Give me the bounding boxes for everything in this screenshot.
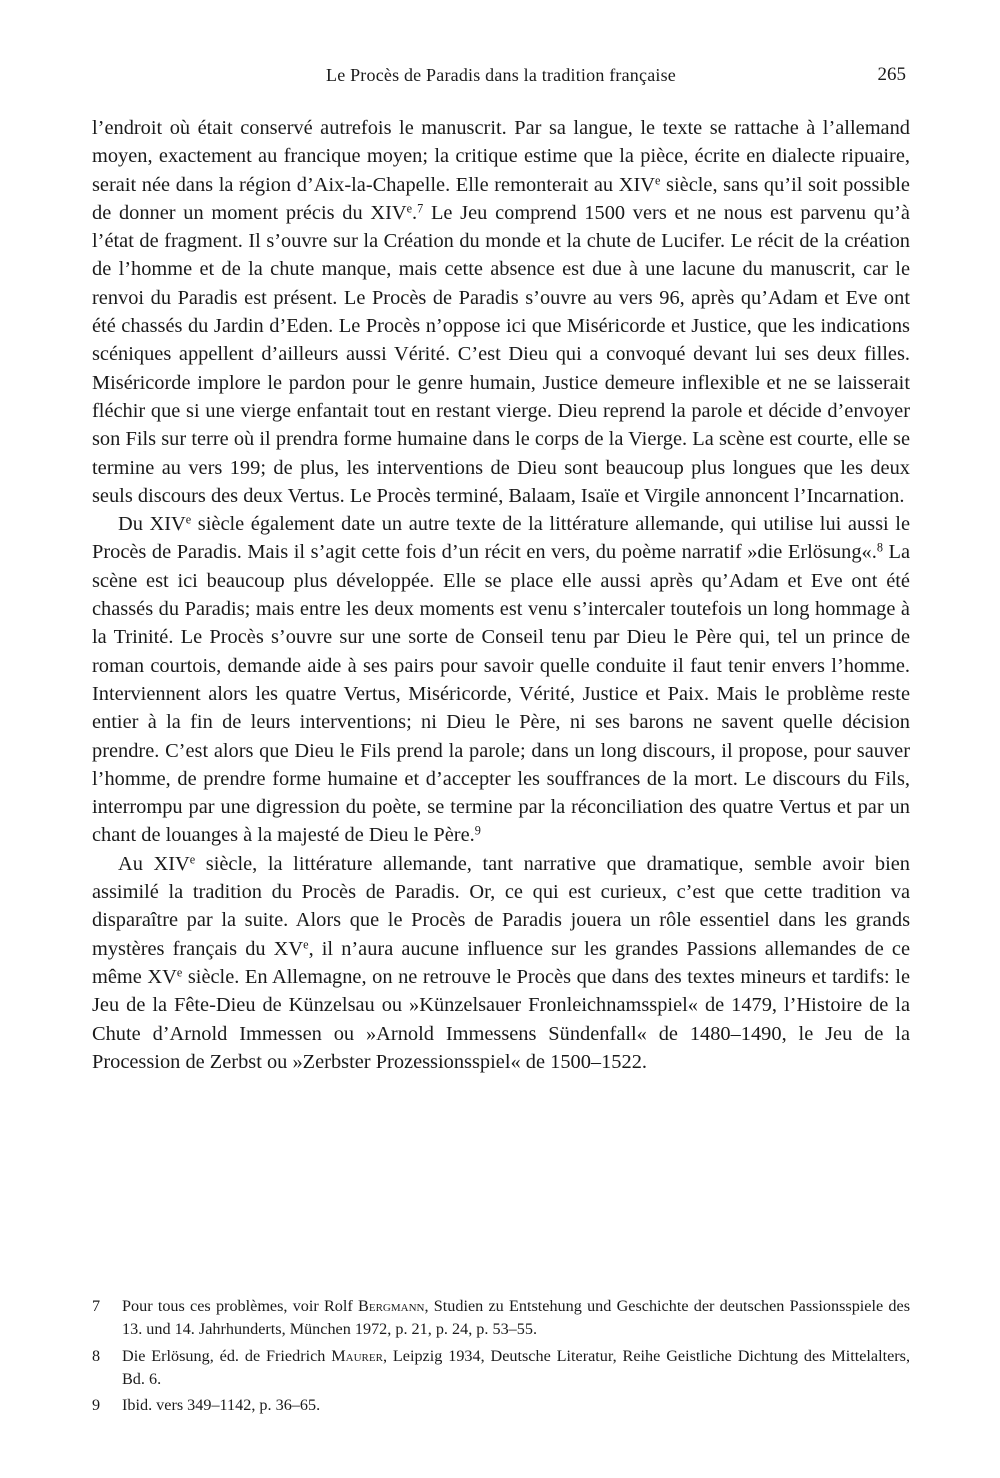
- superscript: e: [176, 965, 183, 980]
- superscript: e: [406, 201, 413, 216]
- text-run: l’endroit où était conservé autrefois le manuscrit. Par sa langue, le texte se rattache à l’allemand moyen, exactement au francique moyen; la critique estime que la pièce, écrite en dialecte ripuaire, serait née dans la région d’Aix-la-Chapelle. Elle remonterait au XIV: [92, 117, 910, 196]
- text-run: La scène est ici beaucoup plus développée. Elle se place elle aussi après qu’Adam et Eve ont été chassés du Paradis; mais entre les deux moments est venu s’intercaler toutefois un long hommage à la Trinité. Le Procès s’ouvre sur une sorte de Conseil tenu par Dieu le Père qui, tel un prince de roman courtois, demande aide à ses pairs pour savoir quelle conduite il faut tenir envers l’homme. Interviennent alors les quatre Vertus, Miséricorde, Vérité, Justice et Paix. Mais le problème reste entier à la fin de leurs interventions; ni Dieu le Père, ni ses barons ne savent quelle décision prendre. C’est alors que Dieu le Fils prend la parole; dans un long discours, il propose, pour sauver l’homme, de prendre forme humaine et d’accepter les souffrances de la mort. Le discours du Fils, interrompu par une digression du poète, se termine par la réconciliation des quatre Vertus et par un chant de louanges à la majesté de Dieu le Père.: [92, 541, 911, 847]
- text-run: siècle, sans qu’il soit possible de donner un moment précis du XIV: [92, 173, 910, 224]
- footnote-author: Maurer: [331, 1346, 383, 1365]
- footnote-number: 8: [92, 1346, 101, 1365]
- footnote-9: [92, 1394, 910, 1417]
- text-run: Au XIV: [118, 852, 190, 875]
- footnote-text: Die Erlösung, éd. de Friedrich: [122, 1346, 332, 1365]
- paragraph-3: [92, 850, 910, 1076]
- footnote-8: [92, 1345, 910, 1392]
- footnote-text: Pour tous ces problèmes, voir Rolf: [122, 1297, 359, 1315]
- text-run: siècle également date un autre texte de la littérature allemande, qui utilise lui aussi le Procès de Paradis. Mais il s’agit cette fois d’un récit en vers, du poème narratif »die Erlösung«.: [92, 513, 910, 564]
- paragraph-1: [92, 114, 910, 510]
- text-run: Le Jeu comprend 1500 vers et ne nous est parvenu qu’à l’état de fragment. Il s’ouvre sur la Création du monde et la chute de Lucifer. Le récit de la création de l’homme et de la chute manque, mais cette absence est due à une lacune du manuscrit, car le renvoi du Paradis est présent. Le Procès de Paradis s’ouvre au vers 96, après qu’Adam et Eve ont été chassés du Jardin d’Eden. Le Procès n’oppose ici que Miséricorde et Justice, que les indications scéniques appellent d’ailleurs aussi Vérité. C’est Dieu qui a convoqué devant lui ses deux filles. Miséricorde implore le pardon pour le genre humain, Justice demeure inflexible et ne se laisserait fléchir que si une vierge enfantait tout en restant vierge. Dieu reprend la parole et décide d’envoyer son Fils sur terre où il prendra forme humaine dans le corps de la Vierge. La scène est courte, elle se termine au vers 199; de plus, les interventions de Dieu sont beaucoup plus longues que les deux seuls discours des deux Vertus. Le Procès terminé, Balaam, Isaïe et Virgile annoncent l’Incarnation.: [92, 201, 910, 507]
- footnote-author: Bergmann: [358, 1297, 425, 1315]
- footnote-text: , Leipzig 1934, Deutsche Literatur, Reihe Geistliche Dichtung des Mittelalters, Bd. 6.: [122, 1346, 910, 1388]
- text-run: .: [412, 201, 418, 224]
- superscript: e: [654, 172, 661, 187]
- footnotes: [92, 1295, 910, 1420]
- footnote-ref-9[interactable]: 9: [474, 823, 481, 838]
- footnote-ref-7[interactable]: 7: [417, 201, 424, 216]
- footnote-ref-8[interactable]: 8: [876, 540, 883, 555]
- superscript: e: [189, 852, 196, 866]
- superscript: e: [185, 512, 192, 527]
- footnote-7: [92, 1295, 910, 1342]
- text-run: Du XIV: [118, 513, 186, 536]
- text-run: siècle, la littérature allemande, tant narrative que dramatique, semble avoir bien assimilé la tradition du Procès de Paradis. Or, ce qui est curieux, c’est que cette tradition va disparaître par la suite. Alors que le Procès de Paradis jouera un rôle essentiel dans les grands mystères français du XV: [92, 852, 910, 960]
- body-text: [92, 114, 910, 1076]
- superscript: e: [303, 936, 309, 951]
- running-title: Le Procès de Paradis dans la tradition française: [326, 65, 676, 85]
- footnote-number: 9: [92, 1396, 101, 1415]
- text-run: siècle. En Allemagne, on ne retrouve le Procès que dans des textes mineurs et tardifs: le Jeu de la Fête-Dieu de Künzelsau ou »Künzelsauer Fronleichnamsspiel« de 1479, l’Histoire de la Chute d’Arnold Immessen ou »Arnold Immessens Sündenfall« de 1480–1490, le Jeu de la Procession de Zerbst ou »Zerbster Prozessionsspiel« de 1500–1522.: [92, 965, 910, 1073]
- footnote-text: Ibid. vers 349–1142, p. 36–65.: [122, 1396, 321, 1415]
- footnote-number: 7: [92, 1297, 101, 1315]
- text-run: , il n’aura aucune influence sur les grandes Passions allemandes de ce même XV: [92, 937, 910, 988]
- page-number: 265: [877, 64, 906, 85]
- paragraph-2: [92, 510, 910, 850]
- footnote-text: , Studien zu Entstehung und Geschichte der deutschen Passionsspiele des 13. und 14. Jahrhunderts, München 1972, p. 21, p. 24, p. 53–55.: [122, 1297, 910, 1339]
- running-header: [92, 60, 910, 90]
